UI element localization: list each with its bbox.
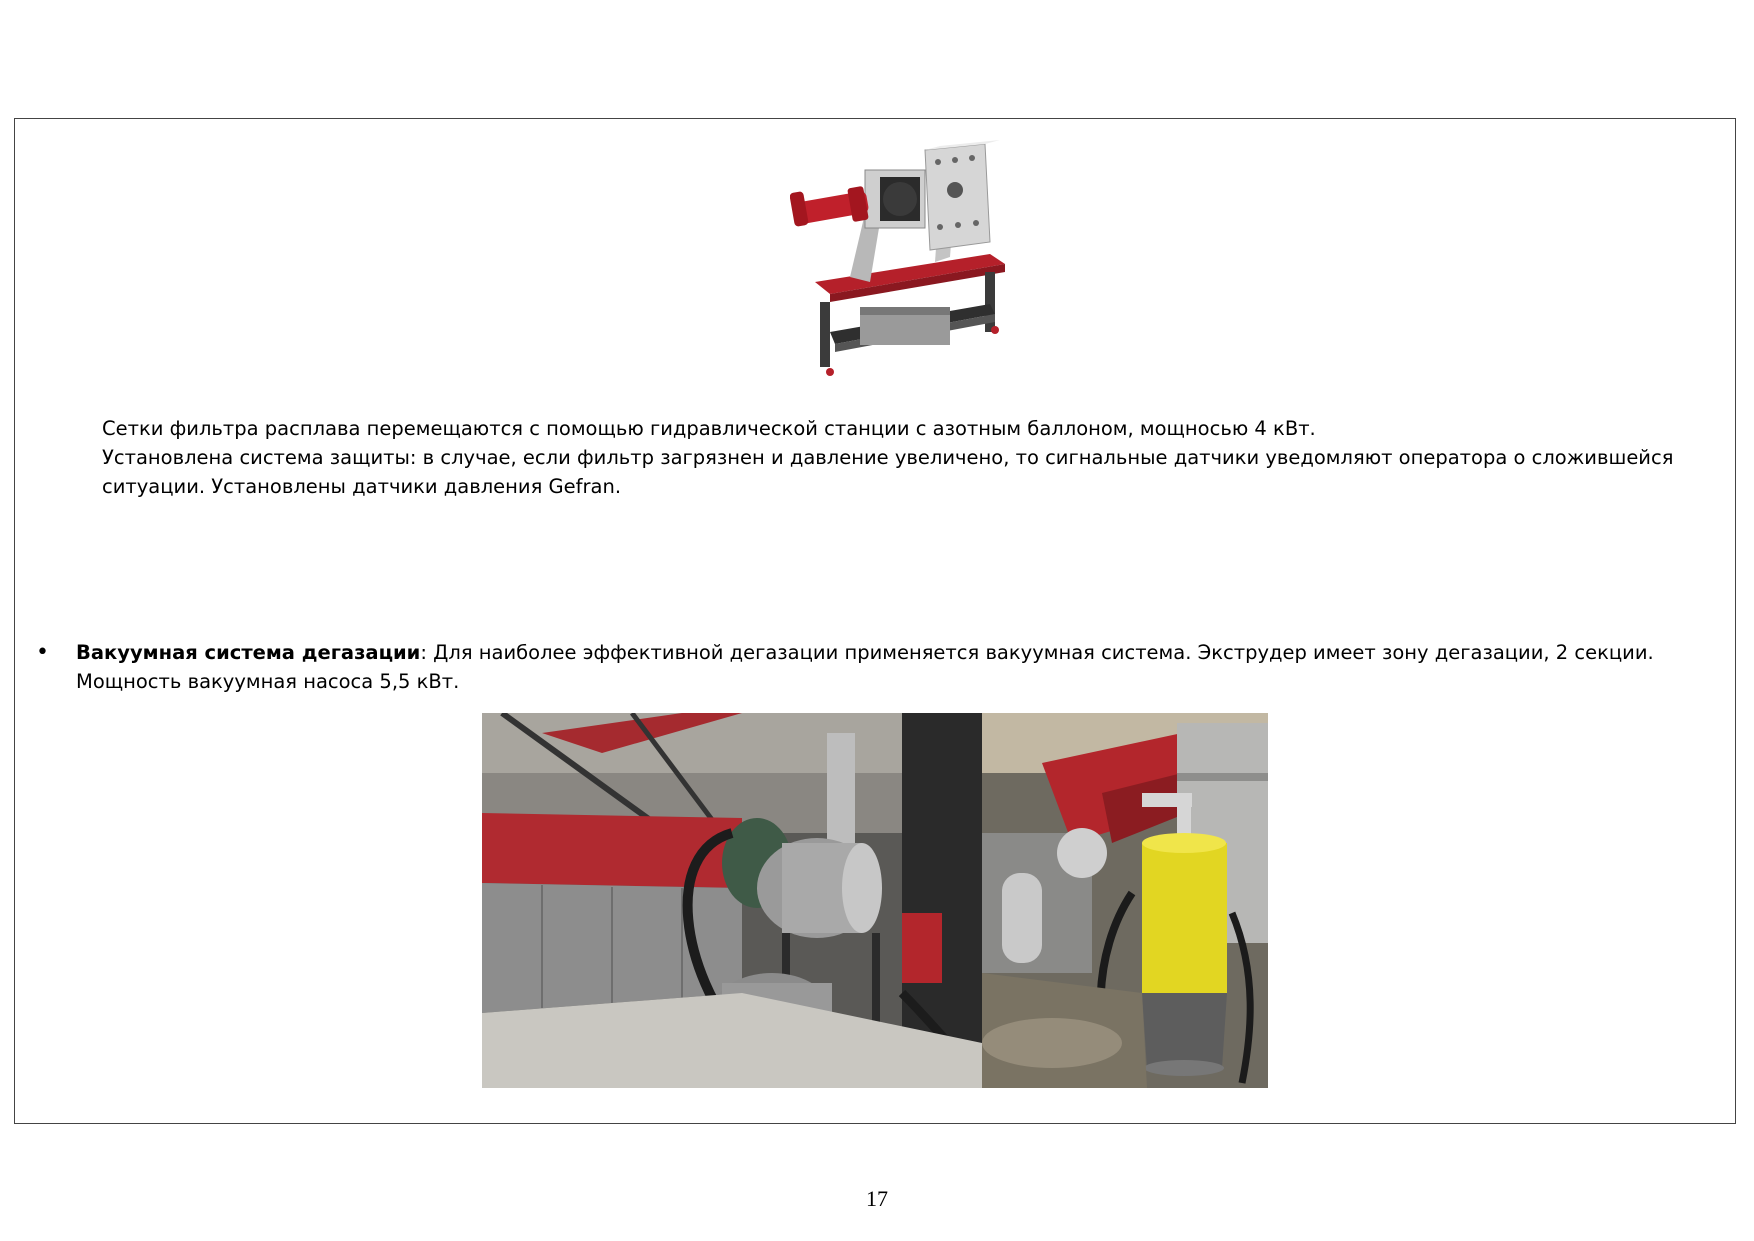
bullet-body: : Для наиболее эффективной дегазации применяется вакуумная система. Экструдер имеет зону дегазации, 2 секции. Мощность вакуумная насоса 5,5 кВт.	[76, 641, 1654, 693]
page-number: 17	[866, 1186, 888, 1211]
melt-filter-image	[790, 132, 1040, 382]
filter-description-line-1: Сетки фильтра расплава перемещаются с помощью гидравлической станции с азотным баллоном, мощносью 4 кВт.	[102, 417, 1316, 440]
filter-description	[102, 414, 1714, 501]
filter-description-line-2: Установлена система защиты: в случае, если фильтр загрязнен и давление увеличено, то сигнальные датчики уведомляют оператора о сложившейся ситуации. Установлены датчики давления Gefran.	[102, 446, 1674, 498]
bullet-text	[76, 638, 1716, 696]
vacuum-system-photo-right	[982, 713, 1268, 1088]
bullet-dot-icon: •	[36, 640, 49, 665]
bullet-title: Вакуумная система дегазации	[76, 641, 421, 664]
vacuum-system-photo-left	[482, 713, 982, 1088]
